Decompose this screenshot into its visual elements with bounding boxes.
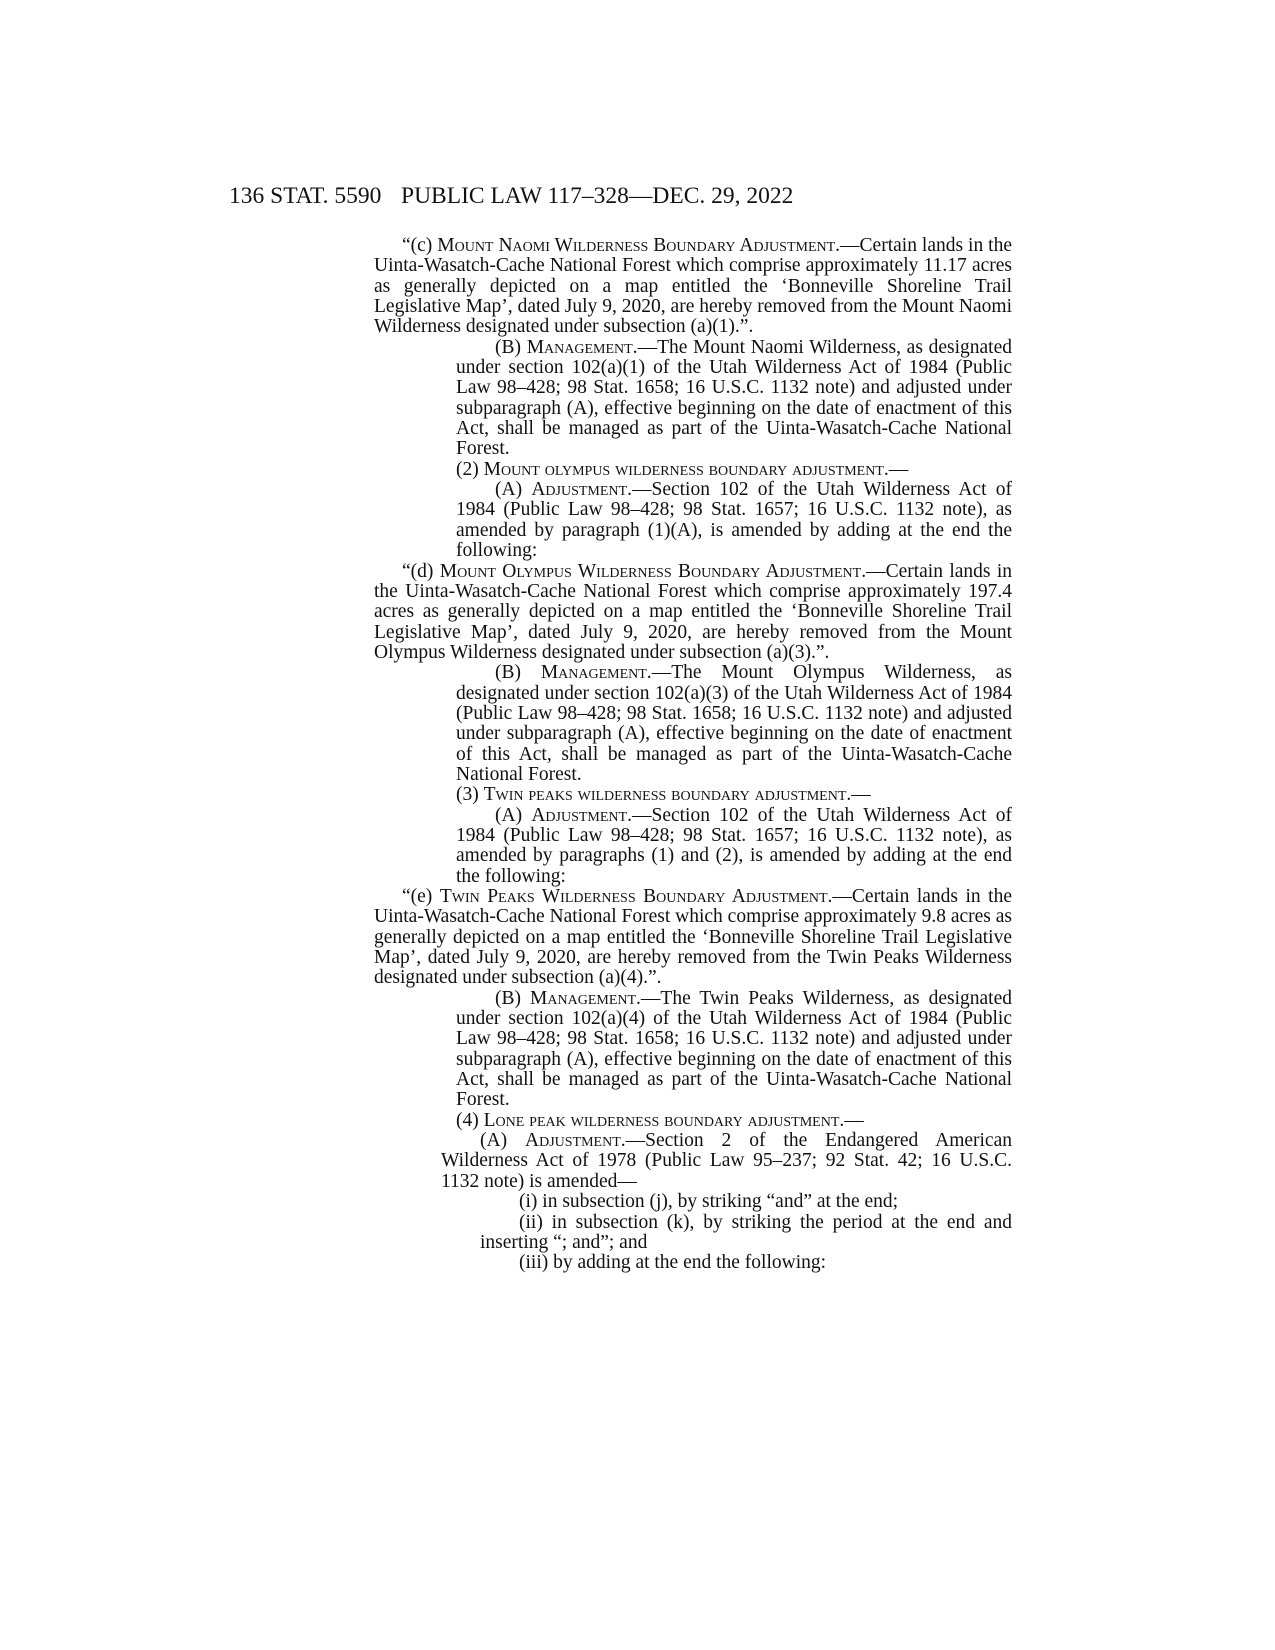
paragraph-4-a-label: (A) bbox=[480, 1130, 525, 1152]
document-body bbox=[374, 236, 1012, 1274]
paragraph-3-label: (3) bbox=[456, 784, 484, 806]
subsection-d-open: “(d) bbox=[402, 560, 440, 582]
paragraph-4-label: (4) bbox=[456, 1109, 484, 1131]
paragraph-3-title: Twin peaks wilderness boundary adjustment. bbox=[483, 784, 852, 806]
subsection-e-quote bbox=[374, 887, 1012, 989]
paragraph-2-title: Mount olympus wilderness boundary adjustment. bbox=[483, 458, 889, 480]
clause-i: (i) in subsection (j), by striking “and” at the end; bbox=[519, 1191, 899, 1213]
paragraph-4-a-text: —Section 2 of the Endangered American Wilderness Act of 1978 (Public Law 95–237; 92 Stat. 42; 16 U.S.C. 1132 note) is amended— bbox=[441, 1130, 1012, 1192]
paragraph-2-a-text: —Section 102 of the Utah Wilderness Act of 1984 (Public Law 98–428; 98 Stat. 1657; 16 U.S.C. 1132 note), as amended by paragraph (1)(A), is amended by adding at the end the following: bbox=[456, 479, 1012, 562]
subsection-c-quote bbox=[374, 236, 1012, 338]
paragraph-4-subparagraph-a bbox=[441, 1131, 1012, 1192]
subsection-e-heading: Twin Peaks Wilderness Boundary Adjustment. bbox=[439, 886, 833, 907]
subsection-d-quote bbox=[374, 562, 1012, 664]
paragraph-3-a-label: (A) bbox=[495, 804, 532, 826]
paragraph-3-subparagraph-a bbox=[456, 806, 1012, 887]
page-header bbox=[229, 179, 929, 213]
paragraph-2-label: (2) bbox=[456, 458, 484, 480]
paragraph-2-a-heading: Adjustment. bbox=[531, 479, 632, 501]
paragraph-3-b-heading: Management. bbox=[530, 987, 641, 1009]
paragraph-2-subparagraph-a bbox=[456, 480, 1012, 561]
statute-reference: 136 STAT. 5590 bbox=[229, 183, 382, 209]
subsection-e-open: “(e) bbox=[402, 886, 440, 907]
paragraph-2-b-heading: Management. bbox=[540, 662, 652, 684]
paragraph-3-heading bbox=[456, 785, 1012, 805]
paragraph-1-subparagraph-b bbox=[456, 338, 1012, 460]
paragraph-2-subparagraph-b bbox=[456, 663, 1012, 785]
paragraph-3-dash: — bbox=[851, 784, 871, 806]
paragraph-4-heading bbox=[456, 1111, 1012, 1131]
paragraph-2-b-text: —The Mount Olympus Wilderness, as designated under section 102(a)(3) of the Utah Wilderness Act of 1984 (Public Law 98–428; 98 Stat. 1658; 16 U.S.C. 1132 note) and adjusted under subparagraph (A), effective beginning on the date of enactment of this Act, shall be managed as part of the Uinta-Wasatch-Cache National Forest. bbox=[456, 662, 1012, 785]
paragraph-2-b-label: (B) bbox=[495, 662, 541, 684]
paragraph-4-dash: — bbox=[844, 1109, 864, 1131]
paragraph-1-b-text: —The Mount Naomi Wilderness, as designated under section 102(a)(1) of the Utah Wilderness Act of 1984 (Public Law 98–428; 98 Stat. 1658; 16 U.S.C. 1132 note) and adjusted under subparagraph (A), effective beginning on the date of enactment of this Act, shall be managed as part of the Uinta-Wasatch-Cache National Forest. bbox=[456, 336, 1012, 460]
paragraph-1-b-heading: Management. bbox=[526, 336, 638, 358]
paragraph-2-a-label: (A) bbox=[495, 479, 532, 501]
paragraph-1-b-label: (B) bbox=[495, 336, 527, 358]
paragraph-3-b-text: —The Twin Peaks Wilderness, as designated under section 102(a)(4) of the Utah Wilderness Act of 1984 (Public Law 98–428; 98 Stat. 1658; 16 U.S.C. 1132 note) and adjusted under subparagraph (A), effective beginning on the date of enactment of this Act, shall be managed as part of the Uinta-Wasatch-Cache National Forest. bbox=[456, 987, 1012, 1111]
subsection-d-text: —Certain lands in the Uinta-Wasatch-Cache National Forest which comprise approximately 197.4 acres as generally depicted on a map entitled the ‘Bonneville Shoreline Trail Legislative Map’, dated July 9, 2020, are hereby removed from the Mount Olympus Wilderness designated under subsection (a)(3).”. bbox=[374, 560, 1012, 663]
paragraph-4-title: Lone peak wilderness boundary adjustment. bbox=[483, 1109, 845, 1131]
subsection-c-open: “(c) bbox=[402, 235, 438, 256]
paragraph-4-a-heading: Adjustment. bbox=[525, 1130, 626, 1152]
paragraph-3-a-text: —Section 102 of the Utah Wilderness Act of 1984 (Public Law 98–428; 98 Stat. 1657; 16 U.S.C. 1132 note), as amended by paragraphs (1) and (2), is amended by adding at the end the following: bbox=[456, 804, 1012, 887]
paragraph-3-subparagraph-b bbox=[456, 989, 1012, 1111]
subsection-c-heading: Mount Naomi Wilderness Boundary Adjustment. bbox=[437, 235, 841, 256]
paragraph-3-a-heading: Adjustment. bbox=[531, 804, 632, 826]
public-law-reference: PUBLIC LAW 117–328—DEC. 29, 2022 bbox=[401, 183, 794, 209]
subsection-e-text: —Certain lands in the Uinta-Wasatch-Cache National Forest which comprise approximately 9.8 acres as generally depicted on a map entitled the ‘Bonneville Shoreline Trail Legislative Map’, dated July 9, 2020, are hereby removed from the Twin Peaks Wilderness designated under subsection (a)(4).”. bbox=[374, 886, 1012, 989]
clause-iii: (iii) by adding at the end the following: bbox=[519, 1252, 827, 1274]
paragraph-2-heading bbox=[456, 460, 1012, 480]
subsection-d-heading: Mount Olympus Wilderness Boundary Adjustment. bbox=[439, 560, 867, 582]
subsection-c-text: —Certain lands in the Uinta-Wasatch-Cache National Forest which comprise approximately 11.17 acres as generally depicted on a map entitled the ‘Bonneville Shoreline Trail Legislative Map’, dated July 9, 2020, are hereby removed from the Mount Naomi Wilderness designated under subsection (a)(1).”. bbox=[374, 235, 1012, 338]
clause-ii: (ii) in subsection (k), by striking the period at the end and inserting “; and”; and bbox=[480, 1211, 1012, 1253]
paragraph-2-dash: — bbox=[888, 458, 909, 480]
paragraph-3-b-label: (B) bbox=[495, 987, 531, 1009]
